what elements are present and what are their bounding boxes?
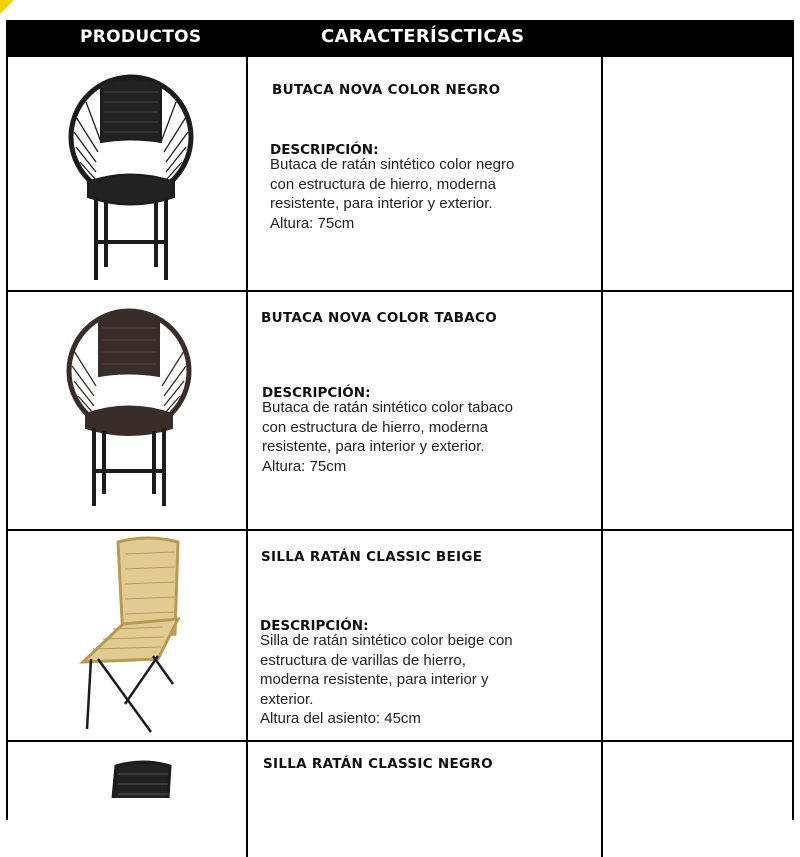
yellow-accent-mark <box>0 0 14 14</box>
row-divider <box>8 529 792 531</box>
product-catalog-table <box>6 20 794 820</box>
column-divider-products <box>246 57 248 857</box>
product-name: BUTACA NOVA COLOR TABACO <box>261 310 498 326</box>
table-header <box>8 20 792 57</box>
product-name: BUTACA NOVA COLOR NEGRO <box>272 82 501 98</box>
row-divider <box>8 740 792 742</box>
product-description: Butaca de ratán sintético color negro con estructura de hierro, moderna resistente, para interior y exterior. Altura: 75cm <box>270 156 515 232</box>
product-description: Butaca de ratán sintético color tabaco con estructura de hierro, moderna resistente, para interior y exterior. Altura: 75cm <box>262 399 513 475</box>
header-products: PRODUCTOS <box>80 27 202 47</box>
black-rattan-bar-stool-icon <box>66 72 196 284</box>
header-features: CARACTERÍSCTICAS <box>321 26 525 47</box>
description-label: DESCRIPCIÓN: <box>260 618 369 634</box>
product-name: SILLA RATÁN CLASSIC NEGRO <box>263 756 493 772</box>
tobacco-rattan-bar-stool-icon <box>64 306 194 510</box>
description-label: DESCRIPCIÓN: <box>270 142 379 158</box>
beige-rattan-chair-icon <box>63 534 193 738</box>
product-name: SILLA RATÁN CLASSIC BEIGE <box>261 549 483 565</box>
row-divider <box>8 290 792 292</box>
black-rattan-chair-icon <box>108 758 178 800</box>
description-label: DESCRIPCIÓN: <box>262 385 371 401</box>
column-divider-features <box>601 57 603 857</box>
product-description: Silla de ratán sintético color beige con estructura de varillas de hierro, moderna resistente, para interior y exterior. Altura del asiento: 45cm <box>260 632 513 727</box>
